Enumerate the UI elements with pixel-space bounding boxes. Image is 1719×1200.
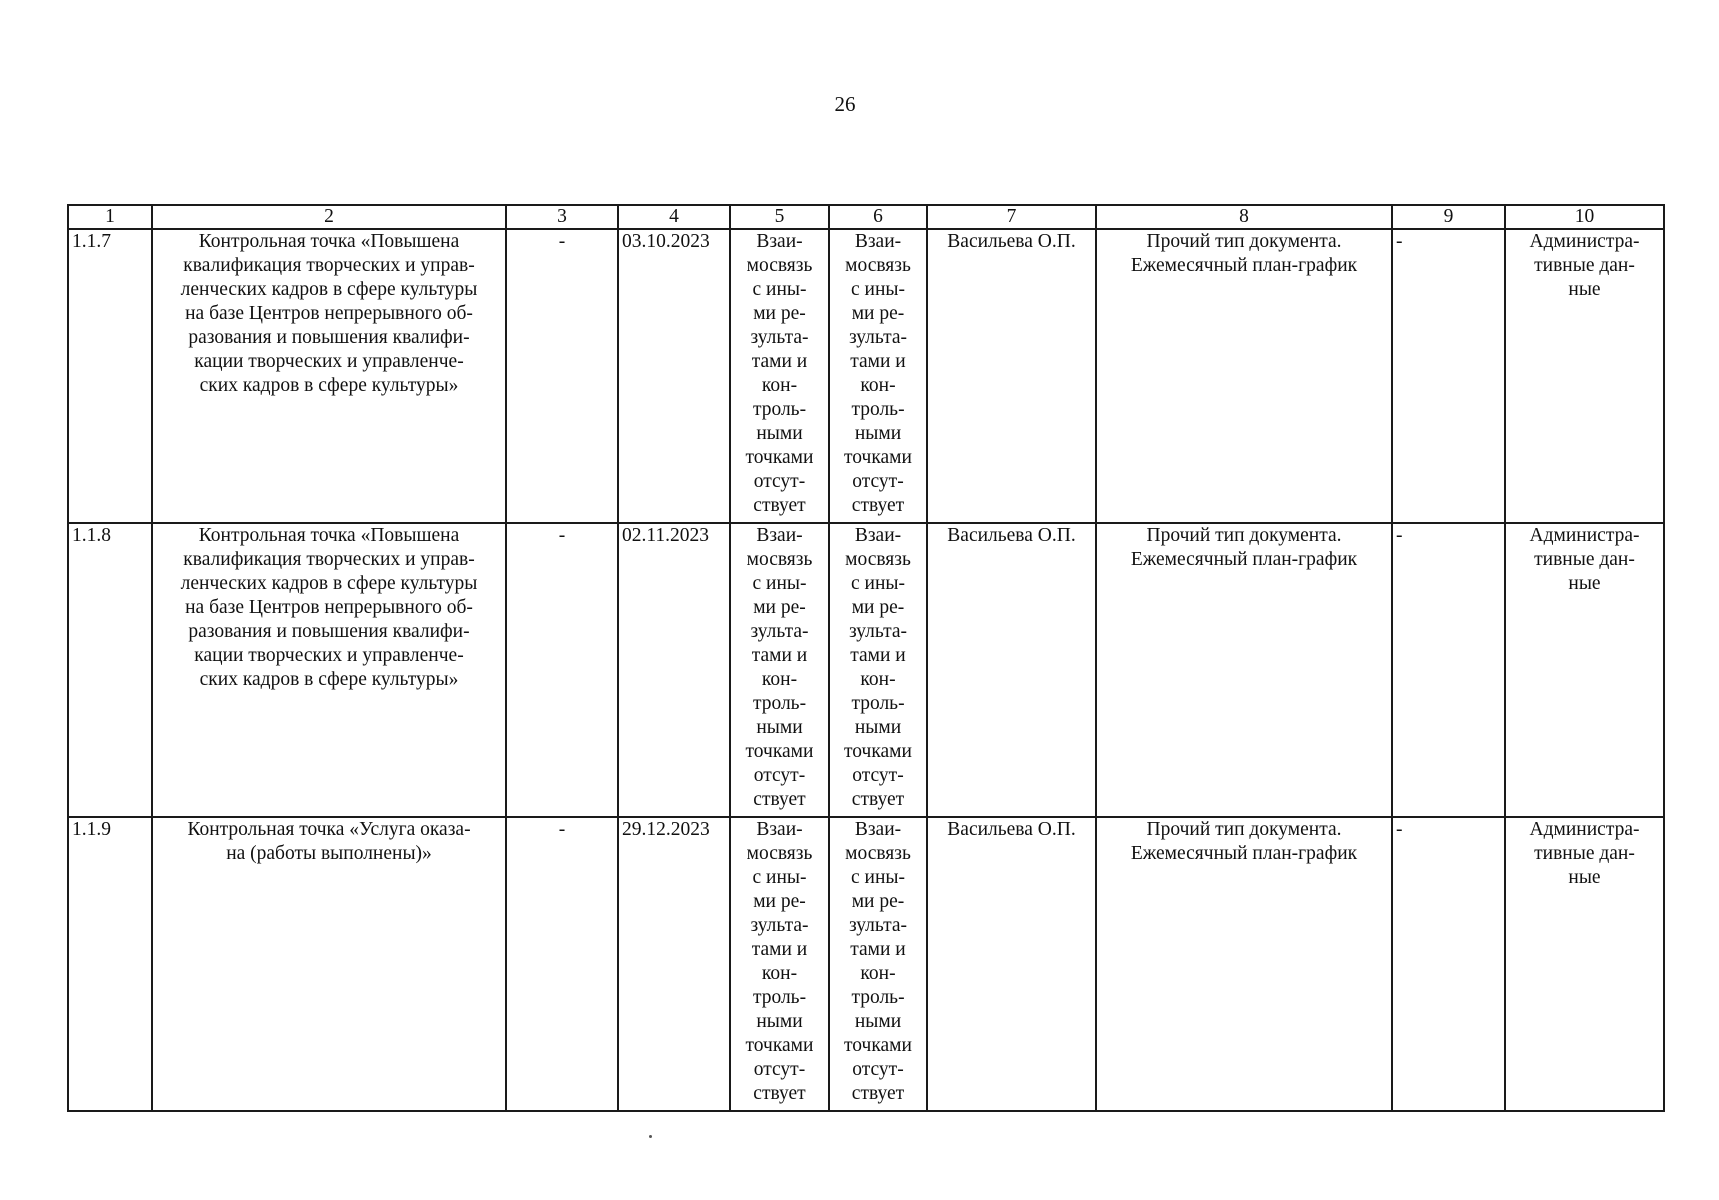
relation-col6-line: тами и [850, 645, 906, 666]
relation-col5-line: отсут- [753, 471, 806, 492]
relation-col6-line: кон- [860, 963, 896, 984]
row-number: 1.1.9 [68, 817, 152, 1111]
data-source-line: тивные дан- [1534, 549, 1635, 570]
responsible-person: Васильева О.П. [927, 817, 1096, 1111]
relation-col5-line: кон- [761, 669, 798, 690]
relation-col6-line: зульта- [849, 327, 907, 348]
relation-col5 [730, 523, 829, 817]
document-type-line: Прочий тип документа. [1146, 819, 1342, 840]
control-point-description-line: квалификация творческих и управ- [183, 549, 475, 570]
relation-col5-line: мосвязь [746, 549, 813, 570]
document-type-line: Прочий тип документа. [1146, 525, 1342, 546]
data-source-line: ные [1568, 573, 1601, 594]
relation-col5-line: троль- [752, 987, 807, 1008]
relation-col6-line: отсут- [852, 1059, 904, 1080]
page-number: 26 [834, 92, 856, 116]
relation-col5-line: ными [756, 717, 803, 738]
data-source-line: ные [1568, 279, 1601, 300]
relation-col5 [730, 229, 829, 523]
relation-col6-line: мосвязь [845, 549, 911, 570]
data-source-line: Администра- [1529, 231, 1640, 252]
document-type-line: Ежемесячный план-график [1130, 255, 1358, 276]
due-date: 03.10.2023 [618, 229, 730, 523]
relation-col5-line: Взаи- [756, 231, 803, 252]
relation-col6-line: точками [844, 447, 912, 468]
relation-col5-line: мосвязь [746, 843, 813, 864]
row-number: 1.1.8 [68, 523, 152, 817]
relation-col5-line: зульта- [750, 327, 809, 348]
relation-col5-line: тами и [751, 939, 808, 960]
column-9-value: - [1392, 523, 1505, 817]
header-cell: 10 [1505, 205, 1664, 229]
document-type [1096, 523, 1392, 817]
data-source [1505, 229, 1664, 523]
data-source-line: ные [1568, 867, 1601, 888]
relation-col5-line: троль- [752, 693, 807, 714]
control-point-description-line: разования и повышения квалифи- [188, 621, 470, 642]
relation-col6-line: тами и [850, 939, 906, 960]
header-cell: 3 [506, 205, 618, 229]
relation-col6-line: мосвязь [845, 255, 911, 276]
relation-col6-line: точками [844, 1035, 912, 1056]
relation-col5-line: с ины- [752, 867, 807, 888]
relation-col6-line: тами и [850, 351, 906, 372]
header-cell: 4 [618, 205, 730, 229]
relation-col5-line: кон- [761, 375, 798, 396]
relation-col5-line: тами и [751, 645, 808, 666]
relation-col6-line: ми ре- [851, 303, 905, 324]
control-point-description-line: на (работы выполнены)» [226, 843, 432, 864]
document-type [1096, 817, 1392, 1111]
relation-col5-line: отсут- [753, 765, 806, 786]
control-point-description [152, 229, 506, 523]
relation-col6-line: ствует [851, 1083, 905, 1104]
relation-col5 [730, 817, 829, 1111]
scan-speck [649, 1135, 652, 1138]
column-3-value: - [506, 817, 618, 1111]
relation-col6-line: мосвязь [845, 843, 911, 864]
control-point-description-line: ских кадров в сфере культуры» [199, 375, 459, 396]
relation-col6 [829, 523, 927, 817]
relation-col5-line: ми ре- [753, 597, 806, 618]
relation-col6-line: ми ре- [851, 597, 905, 618]
responsible-person: Васильева О.П. [927, 229, 1096, 523]
control-point-description-line: ленческих кадров в сфере культуры [180, 573, 478, 594]
relation-col6 [829, 817, 927, 1111]
relation-col6-line: точками [844, 741, 912, 762]
relation-col6-line: Взаи- [854, 819, 902, 840]
data-source [1505, 817, 1664, 1111]
relation-col5-line: с ины- [752, 279, 807, 300]
relation-col5-line: точками [745, 1035, 814, 1056]
control-point-description-line: Контрольная точка «Повышена [198, 231, 460, 252]
relation-col6-line: троль- [851, 987, 905, 1008]
relation-col6-line: Взаи- [854, 231, 902, 252]
relation-col5-line: точками [745, 447, 814, 468]
relation-col5-line: зульта- [750, 915, 809, 936]
data-source-line: тивные дан- [1534, 255, 1635, 276]
header-cell: 6 [829, 205, 927, 229]
control-point-description-line: разования и повышения квалифи- [188, 327, 470, 348]
relation-col5-line: ми ре- [753, 891, 806, 912]
relation-col5-line: ными [756, 423, 803, 444]
relation-col6-line: кон- [860, 669, 896, 690]
relation-col6-line: ствует [851, 789, 905, 810]
column-3-value: - [506, 229, 618, 523]
relation-col5-line: ствует [753, 789, 806, 810]
relation-col6-line: троль- [851, 693, 905, 714]
relation-col6-line: троль- [851, 399, 905, 420]
relation-col6-line: ными [854, 1011, 902, 1032]
table-row [68, 229, 1664, 523]
relation-col5-line: ствует [753, 1083, 806, 1104]
control-point-description-line: ских кадров в сфере культуры» [199, 669, 459, 690]
header-cell: 9 [1392, 205, 1505, 229]
relation-col6-line: отсут- [852, 471, 904, 492]
relation-col6 [829, 229, 927, 523]
control-point-description-line: ленческих кадров в сфере культуры [180, 279, 478, 300]
column-3-value: - [506, 523, 618, 817]
responsible-person: Васильева О.П. [927, 523, 1096, 817]
header-cell: 5 [730, 205, 829, 229]
relation-col6-line: Взаи- [854, 525, 902, 546]
relation-col5-line: ми ре- [753, 303, 806, 324]
header-row [68, 205, 1664, 229]
row-number: 1.1.7 [68, 229, 152, 523]
relation-col5-line: отсут- [753, 1059, 806, 1080]
data-source-line: Администра- [1529, 525, 1640, 546]
header-cell: 1 [68, 205, 152, 229]
relation-col5-line: троль- [752, 399, 807, 420]
control-point-description [152, 817, 506, 1111]
control-point-description-line: Контрольная точка «Услуга оказа- [187, 819, 471, 840]
relation-col6-line: зульта- [849, 621, 907, 642]
control-points-table [67, 204, 1665, 1112]
relation-col6-line: зульта- [849, 915, 907, 936]
control-point-description-line: кации творческих и управленче- [194, 645, 464, 666]
relation-col6-line: с ины- [851, 867, 905, 888]
relation-col6-line: ми ре- [851, 891, 905, 912]
control-point-description-line: на базе Центров непрерывного об- [185, 303, 473, 324]
relation-col5-line: Взаи- [756, 525, 803, 546]
relation-col6-line: отсут- [852, 765, 904, 786]
relation-col5-line: кон- [761, 963, 798, 984]
data-source [1505, 523, 1664, 817]
column-9-value: - [1392, 229, 1505, 523]
relation-col6-line: кон- [860, 375, 896, 396]
data-source-line: Администра- [1529, 819, 1640, 840]
control-point-description-line: квалификация творческих и управ- [183, 255, 475, 276]
document-type [1096, 229, 1392, 523]
header-cell: 8 [1096, 205, 1392, 229]
table-row [68, 817, 1664, 1111]
document-type-line: Ежемесячный план-график [1130, 843, 1358, 864]
relation-col5-line: Взаи- [756, 819, 803, 840]
control-point-description-line: кации творческих и управленче- [194, 351, 464, 372]
relation-col5-line: ными [756, 1011, 803, 1032]
document-type-line: Прочий тип документа. [1146, 231, 1342, 252]
relation-col6-line: с ины- [851, 573, 905, 594]
relation-col5-line: зульта- [750, 621, 809, 642]
relation-col6-line: с ины- [851, 279, 905, 300]
table-row [68, 523, 1664, 817]
relation-col6-line: ными [854, 423, 902, 444]
relation-col5-line: точками [745, 741, 814, 762]
relation-col6-line: ными [854, 717, 902, 738]
relation-col5-line: ствует [753, 495, 806, 516]
control-point-description [152, 523, 506, 817]
header-cell: 2 [152, 205, 506, 229]
data-source-line: тивные дан- [1534, 843, 1635, 864]
due-date: 02.11.2023 [618, 523, 730, 817]
control-point-description-line: Контрольная точка «Повышена [198, 525, 460, 546]
relation-col5-line: мосвязь [746, 255, 813, 276]
document-type-line: Ежемесячный план-график [1130, 549, 1358, 570]
relation-col5-line: тами и [751, 351, 808, 372]
relation-col5-line: с ины- [752, 573, 807, 594]
relation-col6-line: ствует [851, 495, 905, 516]
column-9-value: - [1392, 817, 1505, 1111]
due-date: 29.12.2023 [618, 817, 730, 1111]
control-point-description-line: на базе Центров непрерывного об- [185, 597, 473, 618]
header-cell: 7 [927, 205, 1096, 229]
